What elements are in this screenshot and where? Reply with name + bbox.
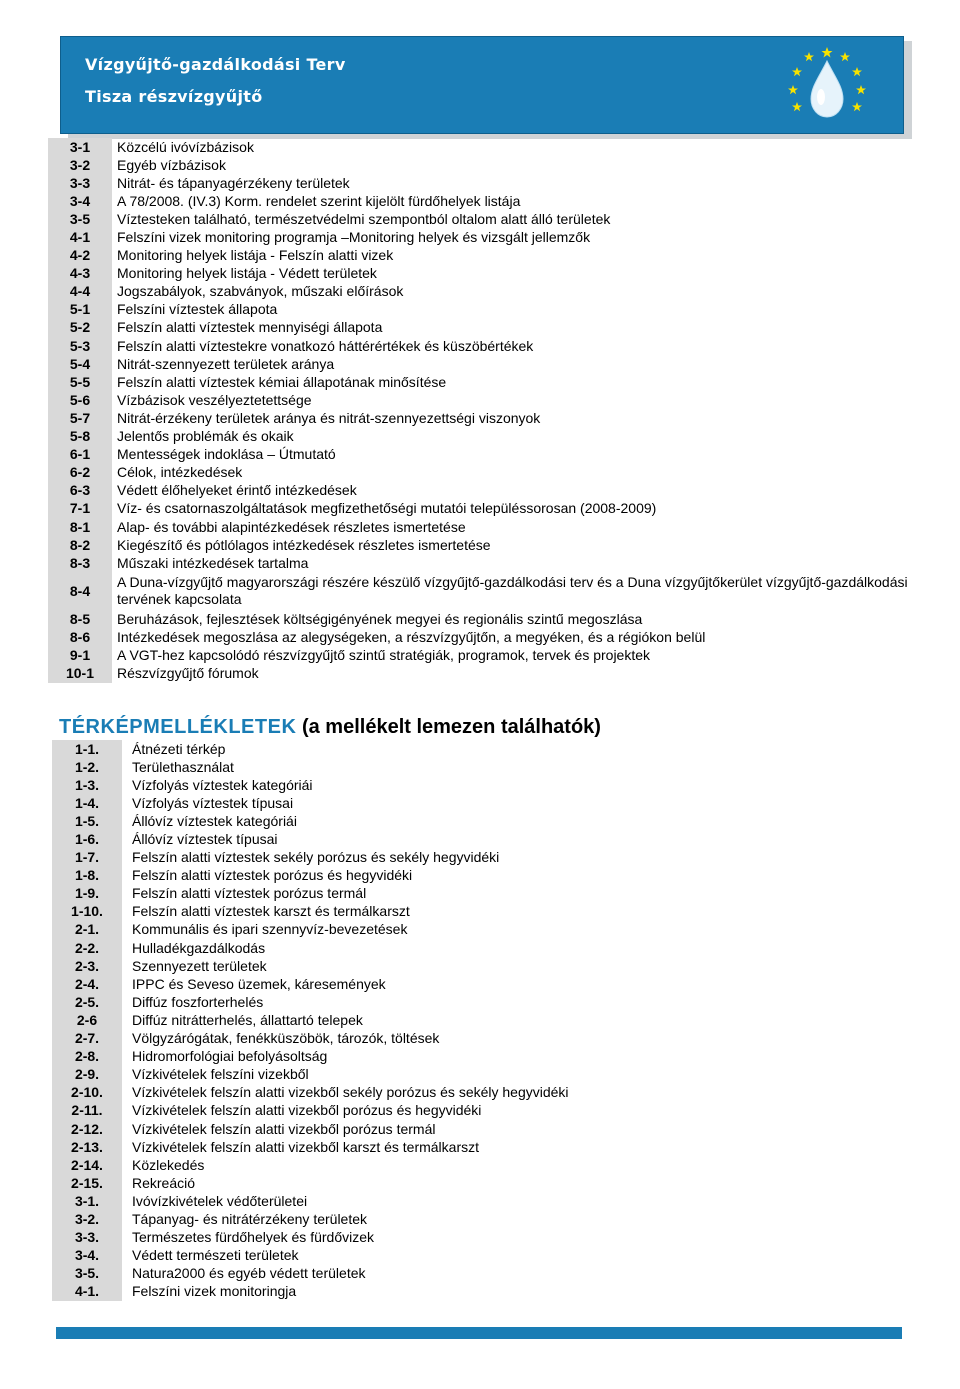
map-row-code: 3-3.: [52, 1229, 122, 1247]
annex-row-code: 5-3: [48, 337, 112, 355]
map-row-title: Rekreáció: [132, 1174, 196, 1191]
map-row-title: Felszíni vizek monitoringja: [132, 1283, 297, 1300]
document-title: Vízgyűjtő-gazdálkodási Terv: [85, 55, 346, 74]
map-row-title: Vízkivételek felszín alatti vizekből porózus és hegyvidéki: [132, 1102, 482, 1119]
annex-row-code: 8-6: [48, 628, 112, 646]
annex-row-title: Egyéb vízbázisok: [117, 156, 226, 173]
annex-row: [48, 536, 927, 554]
map-row-code: 2-8.: [52, 1048, 122, 1066]
annex-row: [48, 391, 927, 409]
map-row: [52, 975, 832, 993]
annex-row: [48, 337, 927, 355]
annex-row-title: Védett élőhelyeket érintő intézkedések: [117, 482, 357, 499]
map-row-code: 4-1.: [52, 1283, 122, 1301]
annex-row: [48, 610, 927, 628]
annex-row-code: 5-4: [48, 355, 112, 373]
map-row-title: Ivóvízkivételek védőterületei: [132, 1192, 308, 1209]
annex-row-title: Víztesteken található, természetvédelmi szempontból oltalom alatt álló területek: [117, 210, 611, 227]
annex-row-title: Intézkedések megoszlása az alegységeken, a részvízgyűjtőn, a megyéken, és a régiókon belül: [117, 628, 706, 645]
map-row-title: Vízkivételek felszín alatti vizekből sekély porózus és sekély hegyvidéki: [132, 1084, 569, 1101]
map-row-code: 1-10.: [52, 903, 122, 921]
annex-row: [48, 665, 927, 683]
annex-row-code: 9-1: [48, 646, 112, 664]
map-row-title: Felszín alatti víztestek karszt és termálkarszt: [132, 903, 410, 920]
annex-row-title: Alap- és további alapintézkedések részletes ismertetése: [117, 518, 466, 535]
annex-row: [48, 646, 927, 664]
map-row: [52, 1066, 832, 1084]
annex-row-code: 3-5: [48, 210, 112, 228]
annex-row: [48, 355, 927, 373]
map-row: [52, 1156, 832, 1174]
annex-row: [48, 192, 927, 210]
map-row-code: 1-9.: [52, 885, 122, 903]
annex-row-code: 3-2: [48, 156, 112, 174]
map-row: [52, 1247, 832, 1265]
page-header: [60, 36, 904, 134]
map-row-title: Területhasználat: [132, 758, 234, 775]
map-row: [52, 957, 832, 975]
map-row-code: 1-1.: [52, 740, 122, 758]
map-row: [52, 1138, 832, 1156]
map-row: [52, 993, 832, 1011]
map-row-code: 2-14.: [52, 1156, 122, 1174]
annex-row: [48, 628, 927, 646]
map-row-title: Vízkivételek felszín alatti vizekből porózus termál: [132, 1120, 436, 1137]
maps-section-title-highlight: TÉRKÉPMELLÉKLETEK: [59, 716, 297, 738]
annex-row-title: Közcélú ivóvízbázisok: [117, 138, 254, 155]
map-row-code: 1-2.: [52, 758, 122, 776]
map-row-code: 2-2.: [52, 939, 122, 957]
annex-row: [48, 138, 927, 156]
map-row-title: Hulladékgazdálkodás: [132, 939, 266, 956]
maps-section-heading: [59, 716, 601, 739]
map-row-code: 2-10.: [52, 1084, 122, 1102]
map-row-title: Tápanyag- és nitrátérzékeny területek: [132, 1210, 368, 1227]
annex-row-code: 8-1: [48, 518, 112, 536]
annex-row: [48, 210, 927, 228]
annex-row: [48, 174, 927, 192]
map-row-code: 1-3.: [52, 776, 122, 794]
annex-row-title: Beruházások, fejlesztések költségigényének megyei és regionális szintű megoszlása: [117, 610, 643, 627]
annex-row-title: Célok, intézkedések: [117, 464, 243, 481]
map-row-code: 2-4.: [52, 975, 122, 993]
annex-row-title: Felszíni víztestek állapota: [117, 301, 278, 318]
map-row-title: Diffúz foszforterhelés: [132, 993, 264, 1010]
map-row-title: Természetes fürdőhelyek és fürdővizek: [132, 1229, 374, 1246]
map-row: [52, 1030, 832, 1048]
map-row: [52, 740, 832, 758]
annex-row-title: Kiegészítő és pótlólagos intézkedések részletes ismertetése: [117, 536, 491, 553]
annex-row-code: 5-7: [48, 409, 112, 427]
map-row: [52, 1048, 832, 1066]
annex-row-code: 8-4: [48, 572, 112, 610]
annex-row-title: Részvízgyűjtő fórumok: [117, 665, 259, 682]
map-row-code: 1-4.: [52, 794, 122, 812]
map-row: [52, 1192, 832, 1210]
map-row-title: Vízkivételek felszín alatti vizekből karszt és termálkarszt: [132, 1138, 480, 1155]
annex-row-title: Nitrát-szennyezett területek aránya: [117, 355, 335, 372]
annex-row-code: 3-1: [48, 138, 112, 156]
annex-row-code: 6-2: [48, 464, 112, 482]
map-row-title: Kommunális és ipari szennyvíz-bevezetések: [132, 921, 408, 938]
map-row: [52, 1011, 832, 1029]
map-row-title: Völgyzárógátak, fenékküszöbök, tározók, töltések: [132, 1030, 440, 1047]
annex-row-title: A VGT-hez kapcsolódó részvízgyűjtő szintű stratégiák, programok, tervek és projektek: [117, 646, 651, 663]
annex-row-code: 5-6: [48, 391, 112, 409]
map-row-title: Védett természeti területek: [132, 1247, 299, 1264]
map-row-code: 3-2.: [52, 1210, 122, 1228]
annex-row-title: Felszín alatti víztestekre vonatkozó háttérértékek és küszöbértékek: [117, 337, 534, 354]
annex-row-title: A Duna-vízgyűjtő magyarországi részére készülő vízgyűjtő-gazdálkodási terv és a Duna vízgyűjtőkerület vízgyűjtő-gazdálkodási tervének kapcsolata: [117, 574, 908, 608]
map-row: [52, 885, 832, 903]
map-row: [52, 939, 832, 957]
annex-row: [48, 464, 927, 482]
map-row-title: Állóvíz víztestek kategóriái: [132, 812, 297, 829]
annex-row-code: 6-1: [48, 446, 112, 464]
annex-row: [48, 373, 927, 391]
annex-row: [48, 518, 927, 536]
map-row-title: IPPC és Seveso üzemek, káresemények: [132, 975, 386, 992]
map-row-code: 2-3.: [52, 957, 122, 975]
map-row: [52, 1102, 832, 1120]
map-row-title: Felszín alatti víztestek porózus és hegyvidéki: [132, 867, 413, 884]
annex-row: [48, 409, 927, 427]
map-row-title: Vízkivételek felszíni vizekből: [132, 1066, 309, 1083]
annex-row: [48, 228, 927, 246]
map-row-title: Vízfolyás víztestek típusai: [132, 794, 294, 811]
map-row: [52, 1283, 832, 1301]
map-row: [52, 903, 832, 921]
map-row: [52, 849, 832, 867]
annex-row-title: Jelentős problémák és okaik: [117, 428, 294, 445]
map-row-code: 2-6: [52, 1011, 122, 1029]
annex-row: [48, 283, 927, 301]
map-row-code: 2-12.: [52, 1120, 122, 1138]
annex-row-code: 6-3: [48, 482, 112, 500]
map-row: [52, 812, 832, 830]
map-row-title: Közlekedés: [132, 1156, 205, 1173]
map-row-code: 1-6.: [52, 830, 122, 848]
annex-row-code: 5-8: [48, 428, 112, 446]
annex-row-code: 4-1: [48, 228, 112, 246]
map-row: [52, 1084, 832, 1102]
annex-row-code: 5-1: [48, 301, 112, 319]
annex-row-code: 3-4: [48, 192, 112, 210]
maps-section-title-rest: (a mellékelt lemezen találhatók): [296, 716, 601, 738]
map-row: [52, 1265, 832, 1283]
map-row-title: Diffúz nitrátterhelés, állattartó telepek: [132, 1011, 363, 1028]
map-row: [52, 867, 832, 885]
map-row-code: 1-5.: [52, 812, 122, 830]
annex-row-title: Felszín alatti víztestek mennyiségi állapota: [117, 319, 383, 336]
document-subtitle: Tisza részvízgyűjtő: [85, 87, 263, 106]
annex-row-title: A 78/2008. (IV.3) Korm. rendelet szerint kijelölt fürdőhelyek listája: [117, 192, 521, 209]
map-row-code: 1-7.: [52, 849, 122, 867]
annex-row-code: 8-5: [48, 610, 112, 628]
map-row-title: Felszín alatti víztestek sekély porózus és sekély hegyvidéki: [132, 849, 500, 866]
map-row-code: 3-4.: [52, 1247, 122, 1265]
map-row-title: Natura2000 és egyéb védett területek: [132, 1265, 366, 1282]
annex-row-code: 4-3: [48, 265, 112, 283]
annex-row-title: Műszaki intézkedések tartalma: [117, 554, 309, 571]
map-row-code: 3-5.: [52, 1265, 122, 1283]
annex-row-title: Jogszabályok, szabványok, műszaki előírások: [117, 283, 404, 300]
annex-row-title: Monitoring helyek listája - Felszín alatti vizek: [117, 247, 394, 264]
annex-row: [48, 319, 927, 337]
annex-row-code: 5-2: [48, 319, 112, 337]
annex-row-title: Felszín alatti víztestek kémiai állapotának minősítése: [117, 373, 447, 390]
annex-row-title: Nitrát- és tápanyagérzékeny területek: [117, 174, 350, 191]
map-row: [52, 758, 832, 776]
map-row-code: 2-13.: [52, 1138, 122, 1156]
map-annex-list: [52, 740, 832, 1301]
annex-row: [48, 428, 927, 446]
map-row: [52, 776, 832, 794]
annex-row: [48, 247, 927, 265]
map-row-code: 2-1.: [52, 921, 122, 939]
map-row-title: Felszín alatti víztestek porózus termál: [132, 885, 367, 902]
map-row: [52, 921, 832, 939]
annex-row-title: Víz- és csatornaszolgáltatások megfizethetőségi mutatói településsorosan (2008-2009): [117, 500, 657, 517]
map-row-title: Hidromorfológiai befolyásoltság: [132, 1048, 328, 1065]
annex-row: [48, 265, 927, 283]
annex-row-title: Felszíni vizek monitoring programja –Monitoring helyek és vizsgált jellemzők: [117, 229, 591, 246]
map-row-code: 1-8.: [52, 867, 122, 885]
annex-row-title: Vízbázisok veszélyeztetettsége: [117, 391, 312, 408]
annex-row-title: Mentességek indoklása – Útmutató: [117, 446, 336, 463]
annex-row-code: 3-3: [48, 174, 112, 192]
map-row: [52, 1174, 832, 1192]
annex-row: [48, 482, 927, 500]
annex-row: [48, 301, 927, 319]
map-row-title: Szennyezett területek: [132, 957, 267, 974]
map-row-title: Vízfolyás víztestek kategóriái: [132, 776, 313, 793]
annex-row-code: 7-1: [48, 500, 112, 518]
annex-row-title: Nitrát-érzékeny területek aránya és nitrát-szennyezettségi viszonyok: [117, 409, 541, 426]
annex-row-code: 8-3: [48, 554, 112, 572]
map-row-code: 2-15.: [52, 1174, 122, 1192]
map-row: [52, 794, 832, 812]
map-row-code: 2-7.: [52, 1030, 122, 1048]
map-row: [52, 830, 832, 848]
annex-list: [48, 138, 927, 683]
map-row-title: Átnézeti térkép: [132, 740, 226, 757]
map-row-title: Állóvíz víztestek típusai: [132, 831, 278, 848]
annex-row-code: 4-4: [48, 283, 112, 301]
annex-row: [48, 554, 927, 572]
water-drop-eu-stars-icon: [785, 43, 869, 127]
annex-row-title: Monitoring helyek listája - Védett területek: [117, 265, 377, 282]
map-row: [52, 1120, 832, 1138]
map-row: [52, 1229, 832, 1247]
annex-row-code: 10-1: [48, 665, 112, 683]
map-row-code: 2-11.: [52, 1102, 122, 1120]
map-row: [52, 1210, 832, 1228]
footer-bar: [56, 1327, 902, 1339]
map-row-code: 2-9.: [52, 1066, 122, 1084]
annex-row-code: 4-2: [48, 247, 112, 265]
annex-row: [48, 572, 927, 610]
annex-row-code: 5-5: [48, 373, 112, 391]
map-row-code: 2-5.: [52, 993, 122, 1011]
annex-row-code: 8-2: [48, 536, 112, 554]
annex-row: [48, 156, 927, 174]
annex-row: [48, 446, 927, 464]
annex-row: [48, 500, 927, 518]
map-row-code: 3-1.: [52, 1192, 122, 1210]
